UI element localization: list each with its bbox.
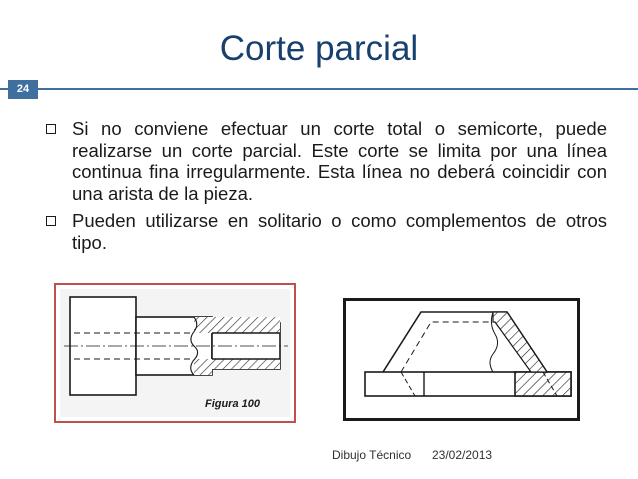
bullet-item: [42, 118, 607, 204]
figure-partial-section-shaft: [54, 283, 296, 423]
slide-number: 24: [8, 80, 38, 99]
bullet-text: Pueden utilizarse en solitario o como complementos de otros tipo.: [72, 210, 607, 253]
bullet-list: [42, 118, 607, 259]
bullet-text: Si no conviene efectuar un corte total o semicorte, puede realizarse un corte parcial. Este corte se limita por una línea continua fina irregularmente. Esta línea no deberá coincidir con una arista de la pieza.: [72, 118, 607, 204]
figure-partial-section-part: [343, 298, 580, 421]
square-bullet-icon: [46, 216, 56, 226]
footer-date: 23/02/2013: [432, 448, 493, 462]
figure-caption: Figura 100: [204, 398, 260, 410]
footer-course: Dibujo Técnico: [332, 448, 412, 462]
title-rule-right: [38, 88, 638, 90]
slide-title: Corte parcial: [219, 29, 419, 68]
square-bullet-icon: [46, 124, 56, 134]
title-rule-left: [0, 88, 8, 90]
bullet-item: [42, 210, 607, 253]
